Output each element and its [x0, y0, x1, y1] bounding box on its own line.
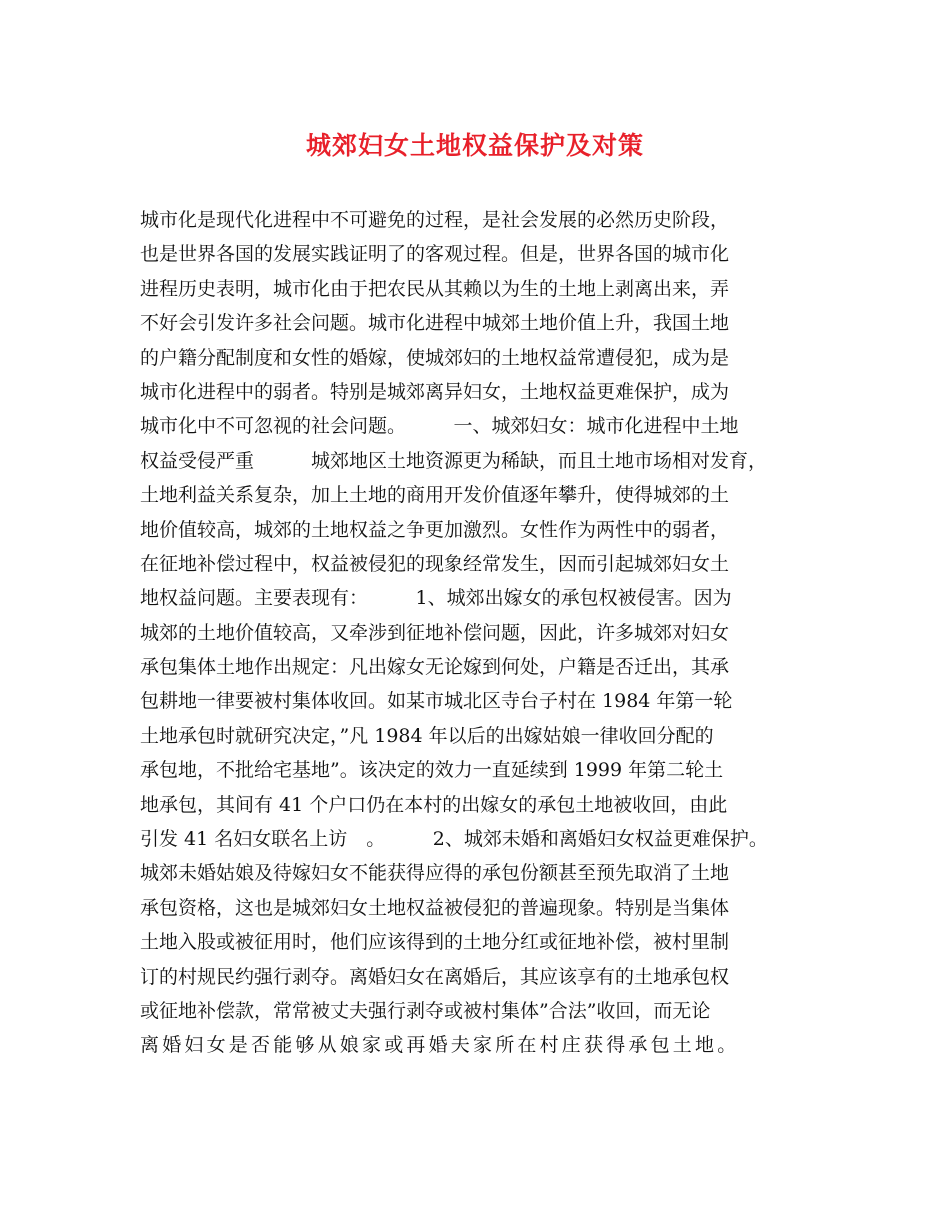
- document-body: [140, 203, 820, 1063]
- body-line: 权益受侵严重 城郊地区土地资源更为稀缺，而且土地市场相对发育，: [140, 449, 768, 472]
- body-line: 也是世界各国的发展实践证明了的客观过程。但是，世界各国的城市化: [140, 243, 730, 266]
- body-line: 土地承包时就研究决定，”凡 1984 年以后的出嫁姑娘一律收回分配的: [140, 724, 714, 747]
- body-line: 包耕地一律要被村集体收回。如某市城北区寺台子村在 1984 年第一轮: [140, 690, 733, 713]
- document-title: 城郊妇女土地权益保护及对策: [305, 131, 644, 160]
- body-line: 离婚妇女是否能够从娘家或再婚夫家所在村庄获得承包土地。: [140, 1034, 740, 1057]
- body-line: 城市化进程中的弱者。特别是城郊离异妇女，土地权益更难保护，成为: [140, 380, 730, 403]
- body-line: 承包地，不批给宅基地”。该决定的效力一直延续到 1999 年第二轮土: [140, 759, 724, 782]
- body-line: 城市化是现代化进程中不可避免的过程，是社会发展的必然历史阶段，: [140, 209, 730, 231]
- body-line: 引发 41 名妇女联名上访 。 2、城郊未婚和离婚妇女权益更难保护。: [140, 828, 768, 851]
- body-line: 地权益问题。主要表现有： 1、城郊出嫁女的承包权被侵害。因为: [140, 587, 732, 610]
- body-line: 或征地补偿款，常常被丈夫强行剥夺或被村集体”合法”收回，而无论: [140, 999, 711, 1022]
- body-line: 订的村规民约强行剥夺。离婚妇女在离婚后，其应该享有的土地承包权: [140, 965, 730, 988]
- body-line: 在征地补偿过程中，权益被侵犯的现象经常发生，因而引起城郊妇女土: [140, 552, 730, 575]
- body-line: 不好会引发许多社会问题。城市化进程中城郊土地价值上升，我国土地: [140, 312, 730, 335]
- body-line: 地价值较高，城郊的土地权益之争更加激烈。女性作为两性中的弱者，: [140, 518, 730, 541]
- body-line: 的户籍分配制度和女性的婚嫁，使城郊妇的土地权益常遭侵犯，成为是: [140, 346, 730, 369]
- body-line: 城郊未婚姑娘及待嫁妇女不能获得应得的承包份额甚至预先取消了土地: [140, 862, 730, 885]
- body-line: 承包集体土地作出规定：凡出嫁女无论嫁到何处，户籍是否迁出，其承: [140, 656, 730, 679]
- body-line: 城市化中不可忽视的社会问题。 一、城郊妇女：城市化进程中土地: [140, 415, 739, 438]
- body-line: 进程历史表明，城市化由于把农民从其赖以为生的土地上剥离出来，弄: [140, 277, 730, 300]
- body-line: 地承包，其间有 41 个户口仍在本村的出嫁女的承包土地被收回，由此: [140, 793, 728, 816]
- body-line: 土地利益关系复杂，加上土地的商用开发价值逐年攀升，使得城郊的土: [140, 484, 730, 507]
- body-line: 土地入股或被征用时，他们应该得到的土地分红或征地补偿，被村里制: [140, 931, 730, 954]
- body-line: 承包资格，这也是城郊妇女土地权益被侵犯的普遍现象。特别是当集体: [140, 896, 730, 919]
- body-line: 城郊的土地价值较高，又牵涉到征地补偿问题，因此，许多城郊对妇女: [140, 621, 730, 644]
